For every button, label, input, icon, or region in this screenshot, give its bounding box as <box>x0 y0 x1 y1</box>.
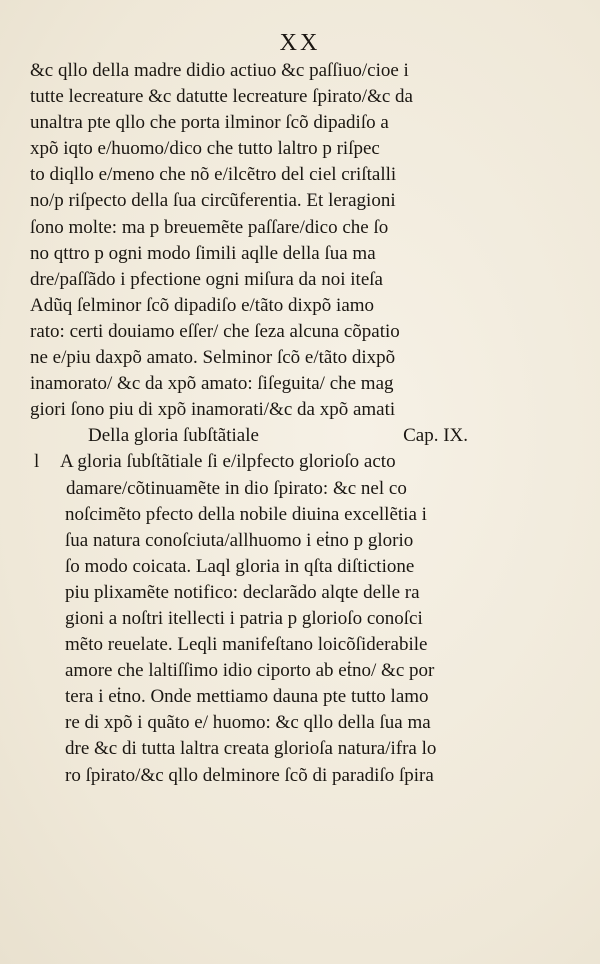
text-line: rato: certi douiamo eſſer/ che ſeza alcuna cõpatio <box>30 320 400 342</box>
text-line: inamorato/ &c da xpõ amato: ſiſeguita/ che mag <box>30 373 394 395</box>
text-line: ſono molte: ma p breuemẽte paſſare/dico che ſo <box>30 216 389 238</box>
first-line-text: A gloria ſubſtãtiale ſi e/ilpfecto glorioſo acto <box>60 451 396 473</box>
text-line: &c qllo della madre didio actiuo &c paſſiuo/cioe i <box>30 60 409 81</box>
text-line: dre &c di tutta laltra creata glorioſa natura/ifra lo <box>65 738 437 760</box>
text-line: no qttro p ogni modo ſimili aqlle della ſua ma <box>30 242 376 264</box>
chapter-title: Della gloria ſubſtãtiale <box>88 425 259 447</box>
initial-letter: l <box>34 451 40 473</box>
text-line: damare/cõtinuamẽte in dio ſpirato: &c nel co <box>66 477 407 499</box>
text-line: unaltra pte qllo che porta ilminor ſcõ dipadiſo a <box>30 112 389 134</box>
text-line: giori ſono piu di xpõ inamorati/&c da xpõ amati <box>30 399 396 421</box>
text-line: piu plixamẽte notifico: declarãdo alqte delle ra <box>65 581 420 603</box>
text-line: amore che laltiſſimo idio ciporto ab eṫno/ &c por <box>65 660 435 682</box>
text-line: re di xpõ i quãto e/ huomo: &c qllo della ſua ma <box>65 712 431 734</box>
text-line: ro ſpirato/&c qllo delminore ſcõ di paradiſo ſpira <box>65 764 434 786</box>
text-line: to diqllo e/meno che nõ e/ilcẽtro del ciel criſtalli <box>30 164 397 186</box>
text-line: no/p riſpecto della ſua circũferentia. Et leragioni <box>30 190 396 212</box>
text-line: ſua natura conoſciuta/allhuomo i eṫno p glorio <box>65 529 414 551</box>
text-line: Adũq ſelminor ſcõ dipadiſo e/tãto dixpõ iamo <box>30 294 375 316</box>
body-text <box>30 58 550 789</box>
text-line: dre/paſſãdo i pfectione ogni miſura da noi iteſa <box>30 268 383 290</box>
text-line: tera i eṫno. Onde mettiamo dauna pte tutto lamo <box>65 686 429 708</box>
chapter-number: Cap. IX. <box>403 425 468 447</box>
chapter-first-line <box>30 449 550 475</box>
text-line: ſo modo coicata. Laql gloria in qſta diſtictione <box>65 555 415 577</box>
text-line: tutte lecreature &c datutte lecreature ſpirato/&c da <box>30 86 413 108</box>
text-line: noſcimẽto pfecto della nobile diuina excellẽtia i <box>65 503 427 525</box>
text-line: ne e/piu daxpõ amato. Selminor ſcõ e/tãto dixpõ <box>30 347 396 369</box>
text-line: mẽto reuelate. Leqli manifeſtano loicõſiderabile <box>65 634 428 656</box>
chapter-heading <box>30 423 550 449</box>
page-number: XX <box>279 30 321 56</box>
text-line: gioni a noſtri itellecti i patria p glorioſo conoſci <box>65 607 423 629</box>
text-line: xpõ iqto e/huomo/dico che tutto laltro p riſpec <box>30 138 380 160</box>
